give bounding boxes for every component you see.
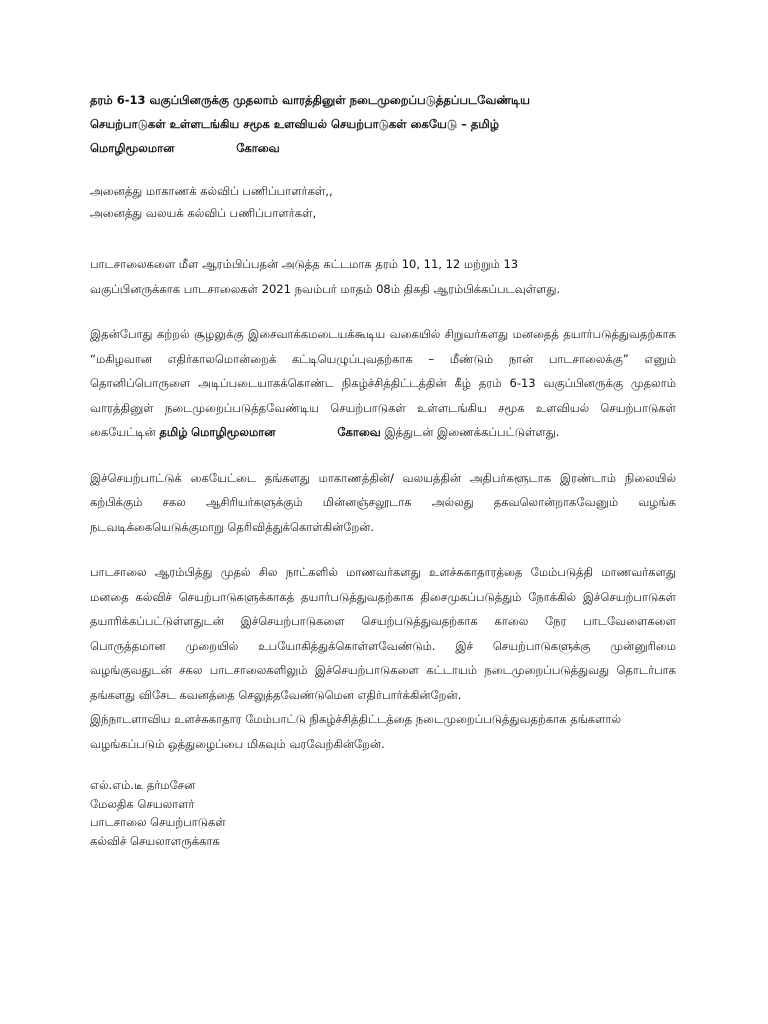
paragraph-handbook-bold-2: மொழிமூலமான xyxy=(191,425,276,439)
letter-heading xyxy=(90,88,676,160)
paragraph-distribution: இச்செயற்பாட்டுக் கையேட்டை தங்களது மாகாணத்தின்/ வலயத்தின் அதிபர்களூடாக இரண்டாம் நிலையில் கற்பிக்கும் சகல ஆசிரியர்களுக்கும் மின்னஞ்சலூடாக அல்லது தகவலொன்றாகவேனும் வழங்க நடவடிக்கையெடுக்குமாறு தெரிவித்துக்கொள்கின்றேன். xyxy=(90,470,676,534)
heading-line-2: செயற்பாடுகள் உள்ளடங்கிய சமூக உளவியல் செயற்பாடுகள் கையேடு – தமிழ் xyxy=(90,117,499,131)
signatory-title: மேலதிக செயலாளர் xyxy=(90,796,195,811)
signatory-on-behalf: கல்விச் செயலாளருக்காக xyxy=(90,833,220,848)
paragraph-handbook-bold-3: கோவை xyxy=(337,425,381,439)
addressee-zonal: அனைத்து வலயக் கல்விப் பணிப்பாளர்கள், xyxy=(90,206,317,220)
paragraph-handbook-bold-1: தமிழ் xyxy=(159,425,188,439)
heading-line-3-part-2: கோவை xyxy=(236,141,280,155)
paragraph-cooperation: இந்நாடளாவிய உளச்சுகாதார மேம்பாட்டு நிகழ்ச்சித்திட்டத்தை நடைமுறைப்படுத்துவதற்காக தங்களால் வழங்கப்படும் ஒத்துழைப்பை மிகவும் வரவேற்கின்றேன். xyxy=(90,712,622,751)
signatory-name: எல்.எம்.டீ தர்மசேன xyxy=(90,778,196,792)
paragraph-handbook-text: இதன்போது கற்றல் சூழலுக்கு இசைவாக்கமடையக்கூடிய வகையில் சிறுவர்களது மனதைத் தயார்படுத்துவதற்காக “மகிழவான எதிர்காலமொன்றைக் கட்டியெழுப்புவதற்காக – மீண்டும் நான் பாடசாலைக்கு” எனும் தொனிப்பொருளை அடிப்படையாகக்கொண்ட நிகழ்ச்சித்திட்டத்தின் கீழ் தரம் 6-13 வகுப்பினருக்கு முதலாம் வாரத்தினுள் நடைமுறைப்படுத்தவேண்டிய செயற்பாடுகள் உள்ளடங்கிய சமூக உளவியல் செயற்பாடுகள் கையேட்டின் xyxy=(90,327,676,439)
heading-line-1: தரம் 6-13 வகுப்பினருக்கு முதலாம் வாரத்தினுள் நடைமுறைப்படுத்தப்படவேண்டிய xyxy=(90,93,530,107)
heading-line-3-part-1: மொழிமூலமான xyxy=(90,141,175,155)
addressee-block xyxy=(90,180,676,224)
paragraph-mental-health: பாடசாலை ஆரம்பித்து முதல் சில நாட்களில் மாணவர்களது உளச்சுகாதாரத்தை மேம்படுத்தி மாணவர்களது மனதை கல்விச் செயற்பாடுகளுக்காகத் தயார்படுத்துவதற்காக திசைமுகப்படுத்தும் நோக்கில் இச்செயற்பாடுகள் தயாரிக்கப்பட்டுள்ளதுடன் இச்செயற்பாடுகளை செயற்படுத்துவதற்காக காலை நேர பாடவேளைகளை பொருத்தமான முறையில் உபயோகித்துக்கொள்ளவேண்டும். இச் செயற்பாடுகளுக்கு முன்னுரிமை வழங்குவதுடன் சகல பாடசாலைகளிலும் இச்செயற்பாடுகளை கட்டாயம் நடைமுறைப்படுத்துவது தொடர்பாக தங்களது விசேட கவனத்தை செலுத்தவேண்டுமென எதிர்பார்க்கின்றேன். xyxy=(90,565,676,702)
paragraph-reopening-line-2: வகுப்பினருக்காக பாடசாலைகள் 2021 நவம்பர் மாதம் 08ம் திகதி ஆரம்பிக்கப்படவுள்ளது. xyxy=(90,281,561,296)
paragraph-handbook-tail: இத்துடன் இணைக்கப்பட்டுள்ளது. xyxy=(384,425,560,439)
heading-line-3 xyxy=(90,136,676,160)
paragraph-handbook xyxy=(90,322,676,445)
paragraph-reopening-line-1: பாடசாலைகளை மீள ஆரம்பிப்பதன் அடுத்த கட்டமாக தரம் 10, 11, 12 மற்றும் 13 xyxy=(90,257,519,271)
signatory-division: பாடசாலை செயற்பாடுகள் xyxy=(90,815,226,829)
letter-page xyxy=(90,88,676,850)
signature-block xyxy=(90,776,676,850)
paragraph-reopening xyxy=(90,252,676,301)
addressee-provincial: அனைத்து மாகாணக் கல்விப் பணிப்பாளர்கள்,, xyxy=(90,184,333,198)
